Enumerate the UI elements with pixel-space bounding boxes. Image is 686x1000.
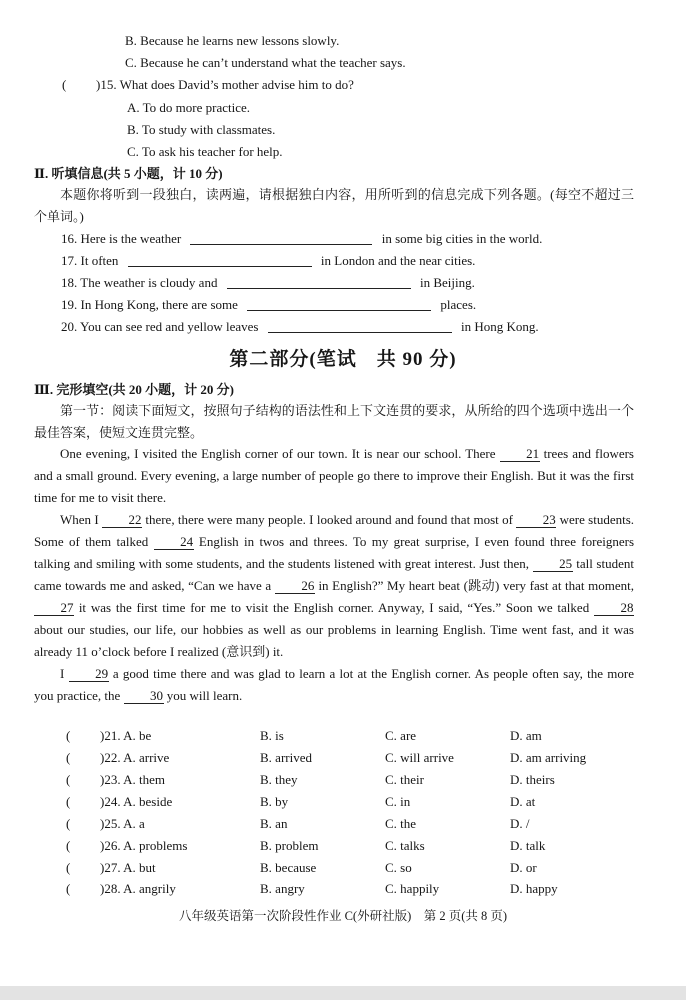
choice-a[interactable]: )22. A. arrive xyxy=(100,750,170,765)
passage-text: it was the first time for me to visit the English corner. Anyway, I said, “Yes.” Soon we talked xyxy=(78,600,590,615)
item-text: in some big cities in the world. xyxy=(381,231,543,246)
choice-row-21 xyxy=(0,726,686,748)
choice-c[interactable]: C. the xyxy=(385,816,417,831)
passage-text: were students. Some of them talked xyxy=(34,512,635,549)
choice-row-22 xyxy=(0,748,686,770)
cloze-blank-24[interactable]: 24 xyxy=(154,534,194,550)
answer-blank[interactable] xyxy=(247,296,431,311)
section-2-instruction: 本题你将听到一段独白，读两遍，请根据独白内容，用所听到的信息完成下列各题。(每空不超过三个单词。) xyxy=(34,187,634,224)
cloze-blank-26[interactable]: 26 xyxy=(275,578,315,594)
cloze-blank-30[interactable]: 30 xyxy=(124,688,164,704)
answer-blank[interactable] xyxy=(227,274,411,289)
item-text: in London and the near cities. xyxy=(320,253,476,268)
choice-c[interactable]: C. so xyxy=(385,860,412,875)
item-text: 19. In Hong Kong, there are some xyxy=(61,297,238,312)
answer-paren: ( xyxy=(66,838,71,853)
choice-row-23 xyxy=(0,770,686,792)
item-text: 20. You can see red and yellow leaves xyxy=(61,319,259,334)
choice-b[interactable]: B. an xyxy=(260,816,288,831)
choice-a[interactable]: )25. A. a xyxy=(100,816,145,831)
choice-b[interactable]: B. arrived xyxy=(260,750,312,765)
choice-a[interactable]: )24. A. beside xyxy=(100,794,173,809)
choice-row-26 xyxy=(0,836,686,858)
listening-item-19 xyxy=(61,296,476,314)
choice-a[interactable]: )28. A. angrily xyxy=(100,881,176,896)
cloze-blank-23[interactable]: 23 xyxy=(516,512,556,528)
answer-paren: ( xyxy=(66,794,71,809)
section-3-title: Ⅲ. 完形填空(共 20 小题，计 20 分) xyxy=(34,382,234,397)
answer-paren: ( xyxy=(62,77,67,92)
question-15: )15. What does David’s mother advise him to do? xyxy=(96,77,354,92)
passage-paragraph xyxy=(34,663,634,707)
answer-paren: ( xyxy=(66,728,71,743)
choice-d[interactable]: D. happy xyxy=(510,881,558,896)
answer-blank[interactable] xyxy=(128,252,312,267)
choice-c[interactable]: C. their xyxy=(385,772,424,787)
listening-item-18 xyxy=(61,274,475,292)
choice-d[interactable]: D. talk xyxy=(510,838,546,853)
passage-text: about our studies, our life, our hobbies as well as our problems in learning English. Time went fast, and it was already 11 o’clock before I realized (意识到) it. xyxy=(34,622,634,659)
choice-d[interactable]: D. am xyxy=(510,728,542,743)
choice-a[interactable]: )27. A. but xyxy=(100,860,156,875)
passage-text: I xyxy=(60,666,65,681)
answer-paren: ( xyxy=(66,750,71,765)
option-line: B. Because he learns new lessons slowly. xyxy=(125,33,340,48)
passage-text: you will learn. xyxy=(166,688,243,703)
item-text: 16. Here is the weather xyxy=(61,231,182,246)
cloze-blank-27[interactable]: 27 xyxy=(34,600,74,616)
choice-row-28 xyxy=(0,879,686,901)
cloze-blank-22[interactable]: 22 xyxy=(102,512,142,528)
answer-blank[interactable] xyxy=(190,230,372,245)
passage-text: When I xyxy=(60,512,99,527)
choice-d[interactable]: D. am arriving xyxy=(510,750,587,765)
option-line: C. To ask his teacher for help. xyxy=(127,144,283,159)
choice-row-27 xyxy=(0,858,686,880)
section-3-instruction: 第一节：阅读下面短文，按照句子结构的语法性和上下文连贯的要求，从所给的四个选项中选出一个最佳答案，使短文连贯完整。 xyxy=(34,403,634,440)
answer-blank[interactable] xyxy=(268,318,452,333)
option-line: C. Because he can’t understand what the teacher says. xyxy=(125,55,406,70)
bottom-strip xyxy=(0,986,686,1000)
option-line: A. To do more practice. xyxy=(127,100,251,115)
passage-paragraph xyxy=(34,443,634,509)
answer-paren: ( xyxy=(66,816,71,831)
answer-paren: ( xyxy=(66,881,71,896)
listening-item-16 xyxy=(61,230,542,248)
section-2-title: Ⅱ. 听填信息(共 5 小题，计 10 分) xyxy=(34,166,223,181)
option-line: B. To study with classmates. xyxy=(127,122,276,137)
choice-b[interactable]: B. by xyxy=(260,794,289,809)
choice-a[interactable]: )26. A. problems xyxy=(100,838,188,853)
choice-c[interactable]: C. talks xyxy=(385,838,425,853)
item-text: 18. The weather is cloudy and xyxy=(61,275,218,290)
passage-text: English in twos and threes. To my great surprise, I even found three foreigners talking and smiling with some students, and the students listened with great interest. Just then, xyxy=(34,534,634,571)
passage-text: trees and flowers and a small ground. Every evening, a large number of people go there to improve their English. But it was the first time for me to visit there. xyxy=(34,446,634,505)
choice-a[interactable]: )23. A. them xyxy=(100,772,165,787)
cloze-passage xyxy=(34,443,634,707)
passage-text: in English?” My heart beat (跳动) very fast at that moment, xyxy=(318,578,635,593)
item-text: in Beijing. xyxy=(419,275,475,290)
choice-d[interactable]: D. theirs xyxy=(510,772,555,787)
item-text: 17. It often xyxy=(61,253,119,268)
choice-c[interactable]: C. are xyxy=(385,728,417,743)
cloze-blank-29[interactable]: 29 xyxy=(69,666,109,682)
answer-paren: ( xyxy=(66,860,71,875)
passage-text: tall student came towards me and asked, “Can we have a xyxy=(34,556,634,593)
passage-text: a good time there and was glad to learn a lot at the English corner. As people often say, the more you practice, the xyxy=(34,666,635,703)
page-footer: 八年级英语第一次阶段性作业 C(外研社版) 第 2 页(共 8 页) xyxy=(178,909,508,923)
passage-text: there, there were many people. I looked around and found that most of xyxy=(145,512,513,527)
cloze-blank-25[interactable]: 25 xyxy=(533,556,573,572)
choice-c[interactable]: C. in xyxy=(385,794,411,809)
choice-d[interactable]: D. or xyxy=(510,860,537,875)
choice-d[interactable]: D. / xyxy=(510,816,530,831)
answer-paren: ( xyxy=(66,772,71,787)
passage-text: One evening, I visited the English corner of our town. It is near our school. There xyxy=(60,446,496,461)
cloze-blank-28[interactable]: 28 xyxy=(594,600,634,616)
listening-item-20 xyxy=(61,318,539,336)
choice-b[interactable]: B. is xyxy=(260,728,284,743)
passage-paragraph xyxy=(34,509,634,663)
choice-b[interactable]: B. angry xyxy=(260,881,305,896)
cloze-blank-21[interactable]: 21 xyxy=(500,446,540,462)
choice-c[interactable]: C. happily xyxy=(385,881,440,896)
listening-item-17 xyxy=(61,252,475,270)
choice-row-25 xyxy=(0,814,686,836)
item-text: in Hong Kong. xyxy=(460,319,539,334)
choice-a[interactable]: )21. A. be xyxy=(100,728,152,743)
choice-b[interactable]: B. problem xyxy=(260,838,319,853)
choice-c[interactable]: C. will arrive xyxy=(385,750,454,765)
choice-b[interactable]: B. because xyxy=(260,860,317,875)
choice-d[interactable]: D. at xyxy=(510,794,536,809)
part-2-title: 第二部分(笔试 共 90 分) xyxy=(229,349,457,370)
choice-b[interactable]: B. they xyxy=(260,772,298,787)
item-text: places. xyxy=(440,297,477,312)
choice-row-24 xyxy=(0,792,686,814)
